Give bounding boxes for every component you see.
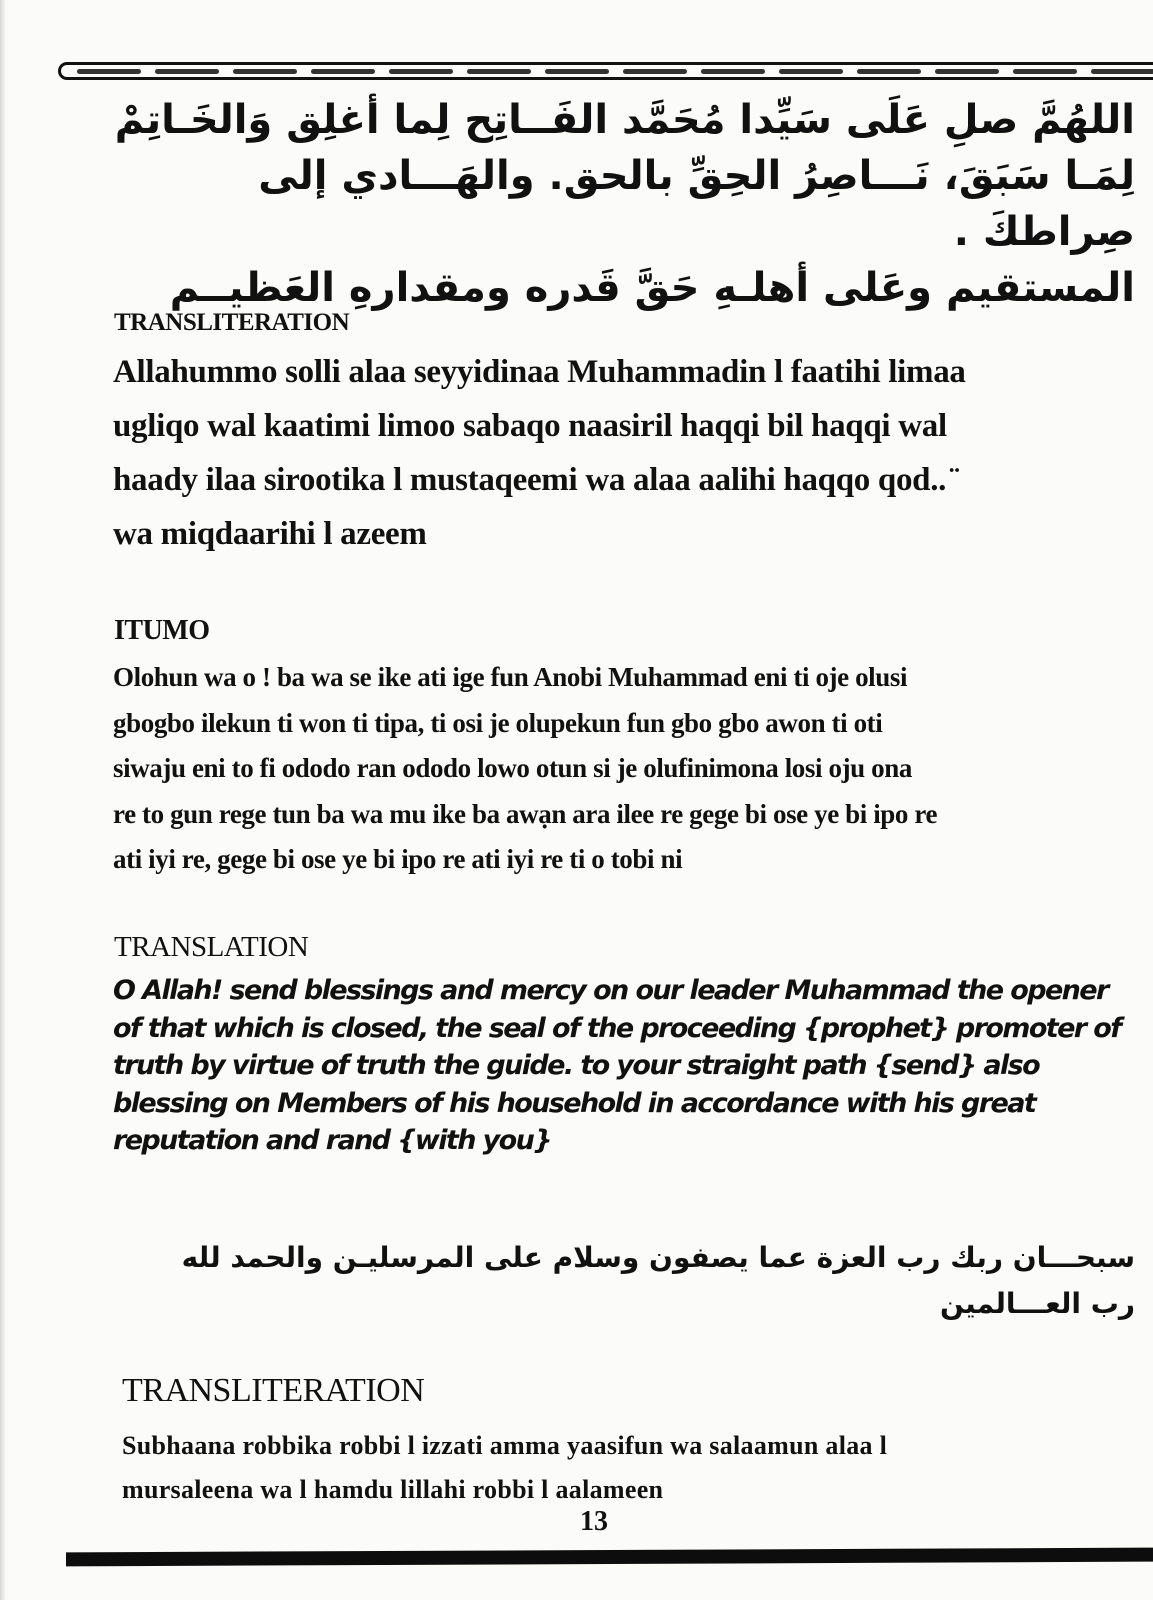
border-ornament: [77, 69, 141, 74]
section-heading-transliteration-2: TRANSLITERATION: [122, 1372, 425, 1409]
border-ornament: [935, 69, 999, 74]
page-edge-shadow: [0, 0, 6, 1600]
border-ornament: [311, 69, 375, 74]
arabic-prayer-2: [115, 1235, 1135, 1327]
border-ornament: [701, 69, 765, 74]
transliteration-paragraph: [113, 345, 1153, 561]
border-ornament: [545, 69, 609, 74]
text-line: reputation and rand {with you}: [113, 1125, 551, 1156]
text-line: Subhaana robbika robbi l izzati amma yaasifun wa salaamun alaa l: [122, 1431, 888, 1460]
border-ornament: [155, 69, 219, 74]
text-line: mursaleena wa l hamdu lillahi robbi l aalameen: [122, 1475, 664, 1504]
text-line: Allahummo solli alaa seyyidinaa Muhammadin l faatihi limaa: [113, 354, 966, 390]
border-ornament: [779, 69, 843, 74]
border-ornament: [1091, 69, 1153, 74]
transliteration-paragraph-2: [122, 1424, 1153, 1512]
arabic-line: سبحـــان ربك رب العزة عما يصفون وسلام على المرسليـن والحمد لله: [181, 1241, 1135, 1274]
ornamental-border-top: [58, 62, 1153, 80]
arabic-line: رب العـــالمين: [939, 1287, 1135, 1320]
text-line: wa miqdaarihi l azeem: [113, 516, 427, 552]
text-line: gbogbo ilekun ti won ti tipa, ti osi je olupekun fun gbo gbo awon ti oti: [113, 707, 883, 738]
text-line: Olohun wa o ! ba wa se ike ati ige fun Anobi Muhammad eni ti oje olusi: [113, 662, 908, 692]
arabic-prayer-1: [105, 92, 1135, 316]
text-line: of that which is closed, the seal of the proceeding {prophet} promoter of: [113, 1012, 1121, 1044]
border-ornament: [1013, 69, 1077, 74]
section-heading-itumo: ITUMO: [114, 615, 210, 646]
translation-paragraph: [113, 972, 1153, 1160]
itumo-paragraph: [113, 655, 1153, 883]
text-line: blessing on Members of his household in accordance with his great: [113, 1087, 1036, 1119]
text-line: haady ilaa sirootika l mustaqeemi wa alaa aalihi haqqo qod.. ̈: [113, 462, 955, 498]
text-line: ugliqo wal kaatimi limoo sabaqo naasiril haqqi bil haqqi wal: [113, 408, 947, 444]
rule-bottom: [66, 1548, 1153, 1567]
arabic-line: المستقيم وعَلى أهلـهِ حَقَّ قَدره ومقدارهِ العَظيــم: [169, 265, 1135, 311]
text-line: truth by virtue of truth the guide. to your straight path {send} also: [113, 1050, 1040, 1081]
border-ornament: [389, 69, 453, 74]
border-ornament: [233, 69, 297, 74]
text-line: ati iyi re, gege bi ose ye bi ipo re ati iyi re ti o tobi ni: [113, 844, 683, 874]
page-number: 13: [580, 1506, 608, 1537]
border-ornament: [623, 69, 687, 74]
text-line: siwaju eni to fi ododo ran ododo lowo otun si je olufinimona losi oju ona: [113, 753, 912, 783]
section-heading-transliteration: TRANSLITERATION: [114, 309, 350, 336]
text-line: re to gun rege tun ba wa mu ike ba awạn ara ilee re gege bi ose ye bi ipo re: [113, 798, 938, 829]
section-heading-translation: TRANSLATION: [114, 931, 309, 963]
arabic-line: اللهُمَّ صلِ عَلَى سَيِّدا مُحَمَّد الفَــاتِح لِما أغلِق وَالخَـاتِمْ: [114, 97, 1135, 143]
arabic-line: لِمَـا سَبَقَ، نَـــاصِرُ الحِقِّ بالحق. والهَـــادي إلى صِراطكَ .: [258, 153, 1135, 255]
border-ornament: [857, 69, 921, 74]
border-ornament: [467, 69, 531, 74]
text-line: O Allah! send blessings and mercy on our leader Muhammad the opener: [113, 975, 1108, 1006]
